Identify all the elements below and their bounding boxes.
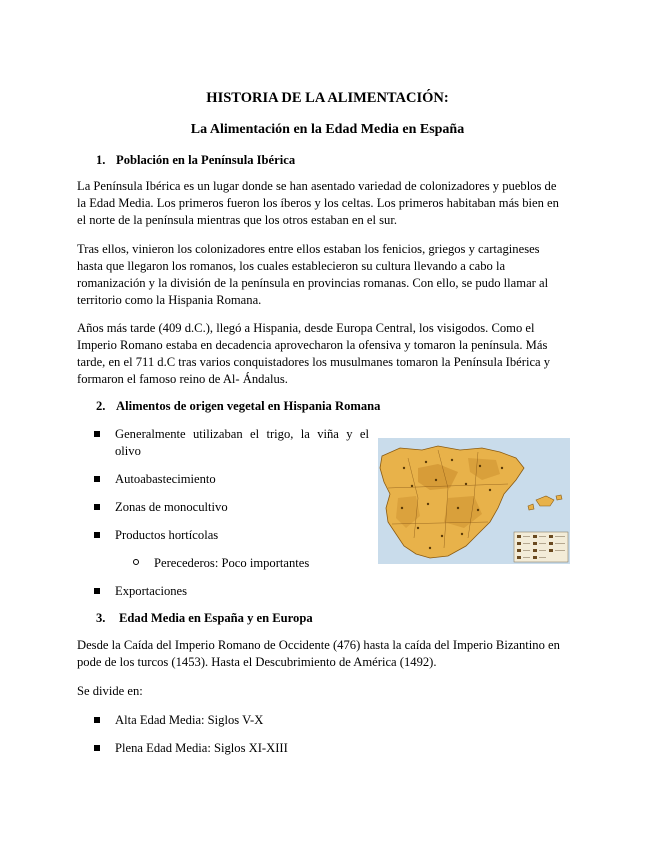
square-bullet-icon xyxy=(94,532,100,538)
section-1-paragraph-1 xyxy=(77,178,578,229)
section-3-paragraph-1 xyxy=(77,637,578,671)
text-line: romanización y la división de la península en provincias romanas. Con ello, se pudo llamar al xyxy=(77,276,549,290)
list-item-text: Zonas de monocultivo xyxy=(115,500,228,514)
section-3-title: Edad Media en España y en Europa xyxy=(119,611,313,625)
list-item-text: Productos hortícolas xyxy=(115,528,219,542)
text-line: territorio como la Hispania Romana. xyxy=(77,293,262,307)
text-line: formaron el famoso reino de Al- Ándalus. xyxy=(77,372,288,386)
document-subtitle: La Alimentación en la Edad Media en España xyxy=(190,122,465,137)
document-title: HISTORIA DE LA ALIMENTACIÓN: xyxy=(206,90,449,106)
square-bullet-icon xyxy=(94,504,100,510)
section-1-heading xyxy=(96,152,295,168)
section-1-paragraph-2 xyxy=(77,241,578,309)
section-3-paragraph-2: Se divide en: xyxy=(77,684,143,698)
square-bullet-icon xyxy=(94,717,100,723)
text-line: la Edad Media. Los primeros fueron los íberos y los celtas. Los primeros habitaban más bien en xyxy=(77,196,559,210)
list-item-text: olivo xyxy=(115,444,141,458)
circle-bullet-icon xyxy=(133,559,139,565)
text-line: Años más tarde (409 d.C.), llegó a Hispania, desde Europa Central, los visigodos. Como el xyxy=(77,321,535,335)
text-line: Imperio Romano estaba en decadencia aprovecharon la ofensiva y tomaron la península. Más xyxy=(77,338,548,352)
list-item-text: Plena Edad Media: Siglos XI-XIII xyxy=(115,741,288,755)
text-line: La Península Ibérica es un lugar donde se han asentado variedad de colonizadores y pueblos de xyxy=(77,179,557,193)
list-item-text: Alta Edad Media: Siglos V-X xyxy=(115,713,264,727)
text-line: Desde la Caída del Imperio Romano de Occidente (476) hasta la caída del Imperio Bizantino en xyxy=(77,638,560,652)
square-bullet-icon xyxy=(94,431,100,437)
hispania-map-image xyxy=(378,438,570,564)
section-2-heading xyxy=(96,398,380,414)
square-bullet-icon xyxy=(94,476,100,482)
section-2-number: 2. xyxy=(96,399,106,413)
text-line: pode de los turcos (1453). Hasta el Descubrimiento de América (1492). xyxy=(77,655,437,669)
list-item-text: Exportaciones xyxy=(115,584,188,598)
square-bullet-icon xyxy=(94,588,100,594)
map-balearic-island xyxy=(556,495,562,500)
list-item-text: Generalmente utilizaban el trigo, la viña y el xyxy=(115,427,369,441)
section-1-number: 1. xyxy=(96,153,106,167)
section-1-title: Población en la Península Ibérica xyxy=(116,153,296,167)
section-1-paragraph-3 xyxy=(77,320,578,388)
list-item-text: Autoabastecimiento xyxy=(115,472,216,486)
sub-list-item-text: Perecederos: Poco importantes xyxy=(154,556,310,570)
text-line: tarde, en el 711 d.C tras varios conquistadores los musulmanes tomaron la Península Ibérica y xyxy=(77,355,551,369)
text-line: hasta que llegaron los romanos, los cuales establecieron su cultura llevando a cabo la xyxy=(77,259,506,273)
text-line: Tras ellos, vinieron los colonizadores entre ellos estaban los fenicios, griegos y cartagineses xyxy=(77,242,540,256)
section-2-title: Alimentos de origen vegetal en Hispania Romana xyxy=(116,399,381,413)
section-3-heading xyxy=(96,610,313,626)
square-bullet-icon xyxy=(94,745,100,751)
text-line: el norte de la península mientras que los otros estaban en el sur. xyxy=(77,213,398,227)
section-3-number: 3. xyxy=(96,611,106,625)
